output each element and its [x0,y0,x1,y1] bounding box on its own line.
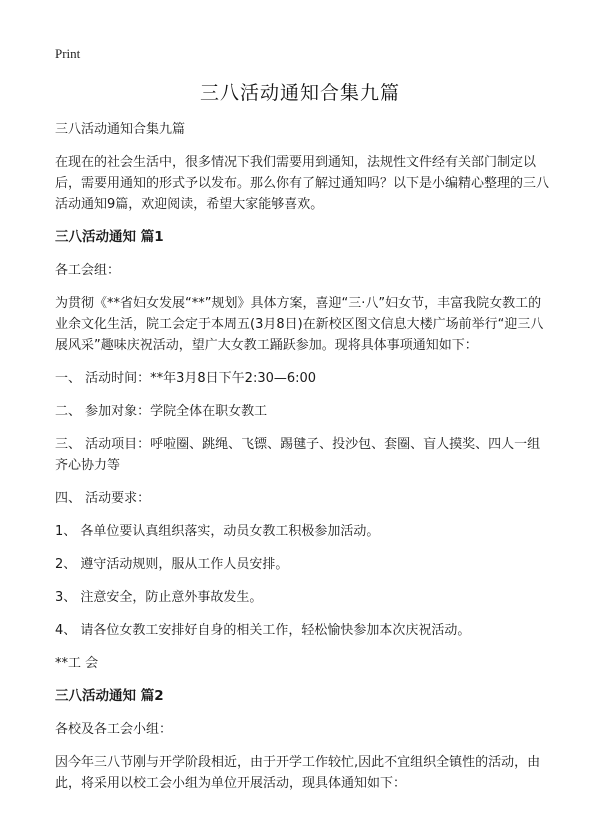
list-item-activities: 三、 活动项目：呼啦圈、跳绳、飞镖、踢毽子、投沙包、套圈、盲人摸奖、四人一组齐心协力等 [55,437,541,473]
signature: **工 会 [55,656,99,671]
list-item-time: 一、 活动时间：**年3月8日下午2:30—6:00 [55,371,317,386]
list-item-requirements: 四、 活动要求： [55,491,151,506]
requirement-2: 2、 遵守活动规则，服从工作人员安排。 [55,557,289,572]
requirement-1: 1、 各单位要认真组织落实，动员女教工积极参加活动。 [55,524,380,539]
section-heading-1: 三八活动通知 篇1 [55,229,164,245]
body-paragraph-2: 因今年三八节刚与开学阶段相近，由于开学工作较忙,因此不宜组织全镇性的活动，由此，将采用以校工会小组为单位开展活动，现具体通知如下： [55,755,541,791]
page-title: 三八活动通知合集九篇 [199,82,400,104]
document-subtitle: 三八活动通知合集九篇 [55,122,186,137]
print-label: Print [55,46,81,61]
section-heading-2: 三八活动通知 篇2 [55,688,164,704]
document-body [55,119,550,806]
requirement-3: 3、 注意安全，防止意外事故发生。 [55,590,263,605]
salutation-2: 各校及各工会小组： [55,722,173,737]
body-paragraph-1: 为贯彻《**省妇女发展“**”规划》具体方案，喜迎“三·八”妇女节，丰富我院女教工的业余文化生活，院工会定于本周五(3月8日)在新校区图文信息大楼广场前举行“迎三八 展风采”趣味庆祝活动，望广大女教工踊跃参加。现将具体事项通知如下： [55,296,544,353]
intro-paragraph: 在现在的社会生活中，很多情况下我们需要用到通知，法规性文件经有关部门制定以后，需要用通知的形式予以发布。那么你有了解过通知吗？以下是小编精心整理的三八活动通知9篇，欢迎阅读，希望大家能够喜欢。 [55,155,550,212]
requirement-4: 4、 请各位女教工安排好自身的相关工作，轻松愉快参加本次庆祝活动。 [55,623,471,638]
list-item-participants: 二、 参加对象：学院全体在职女教工 [55,404,268,419]
salutation-1: 各工会组： [55,263,121,278]
